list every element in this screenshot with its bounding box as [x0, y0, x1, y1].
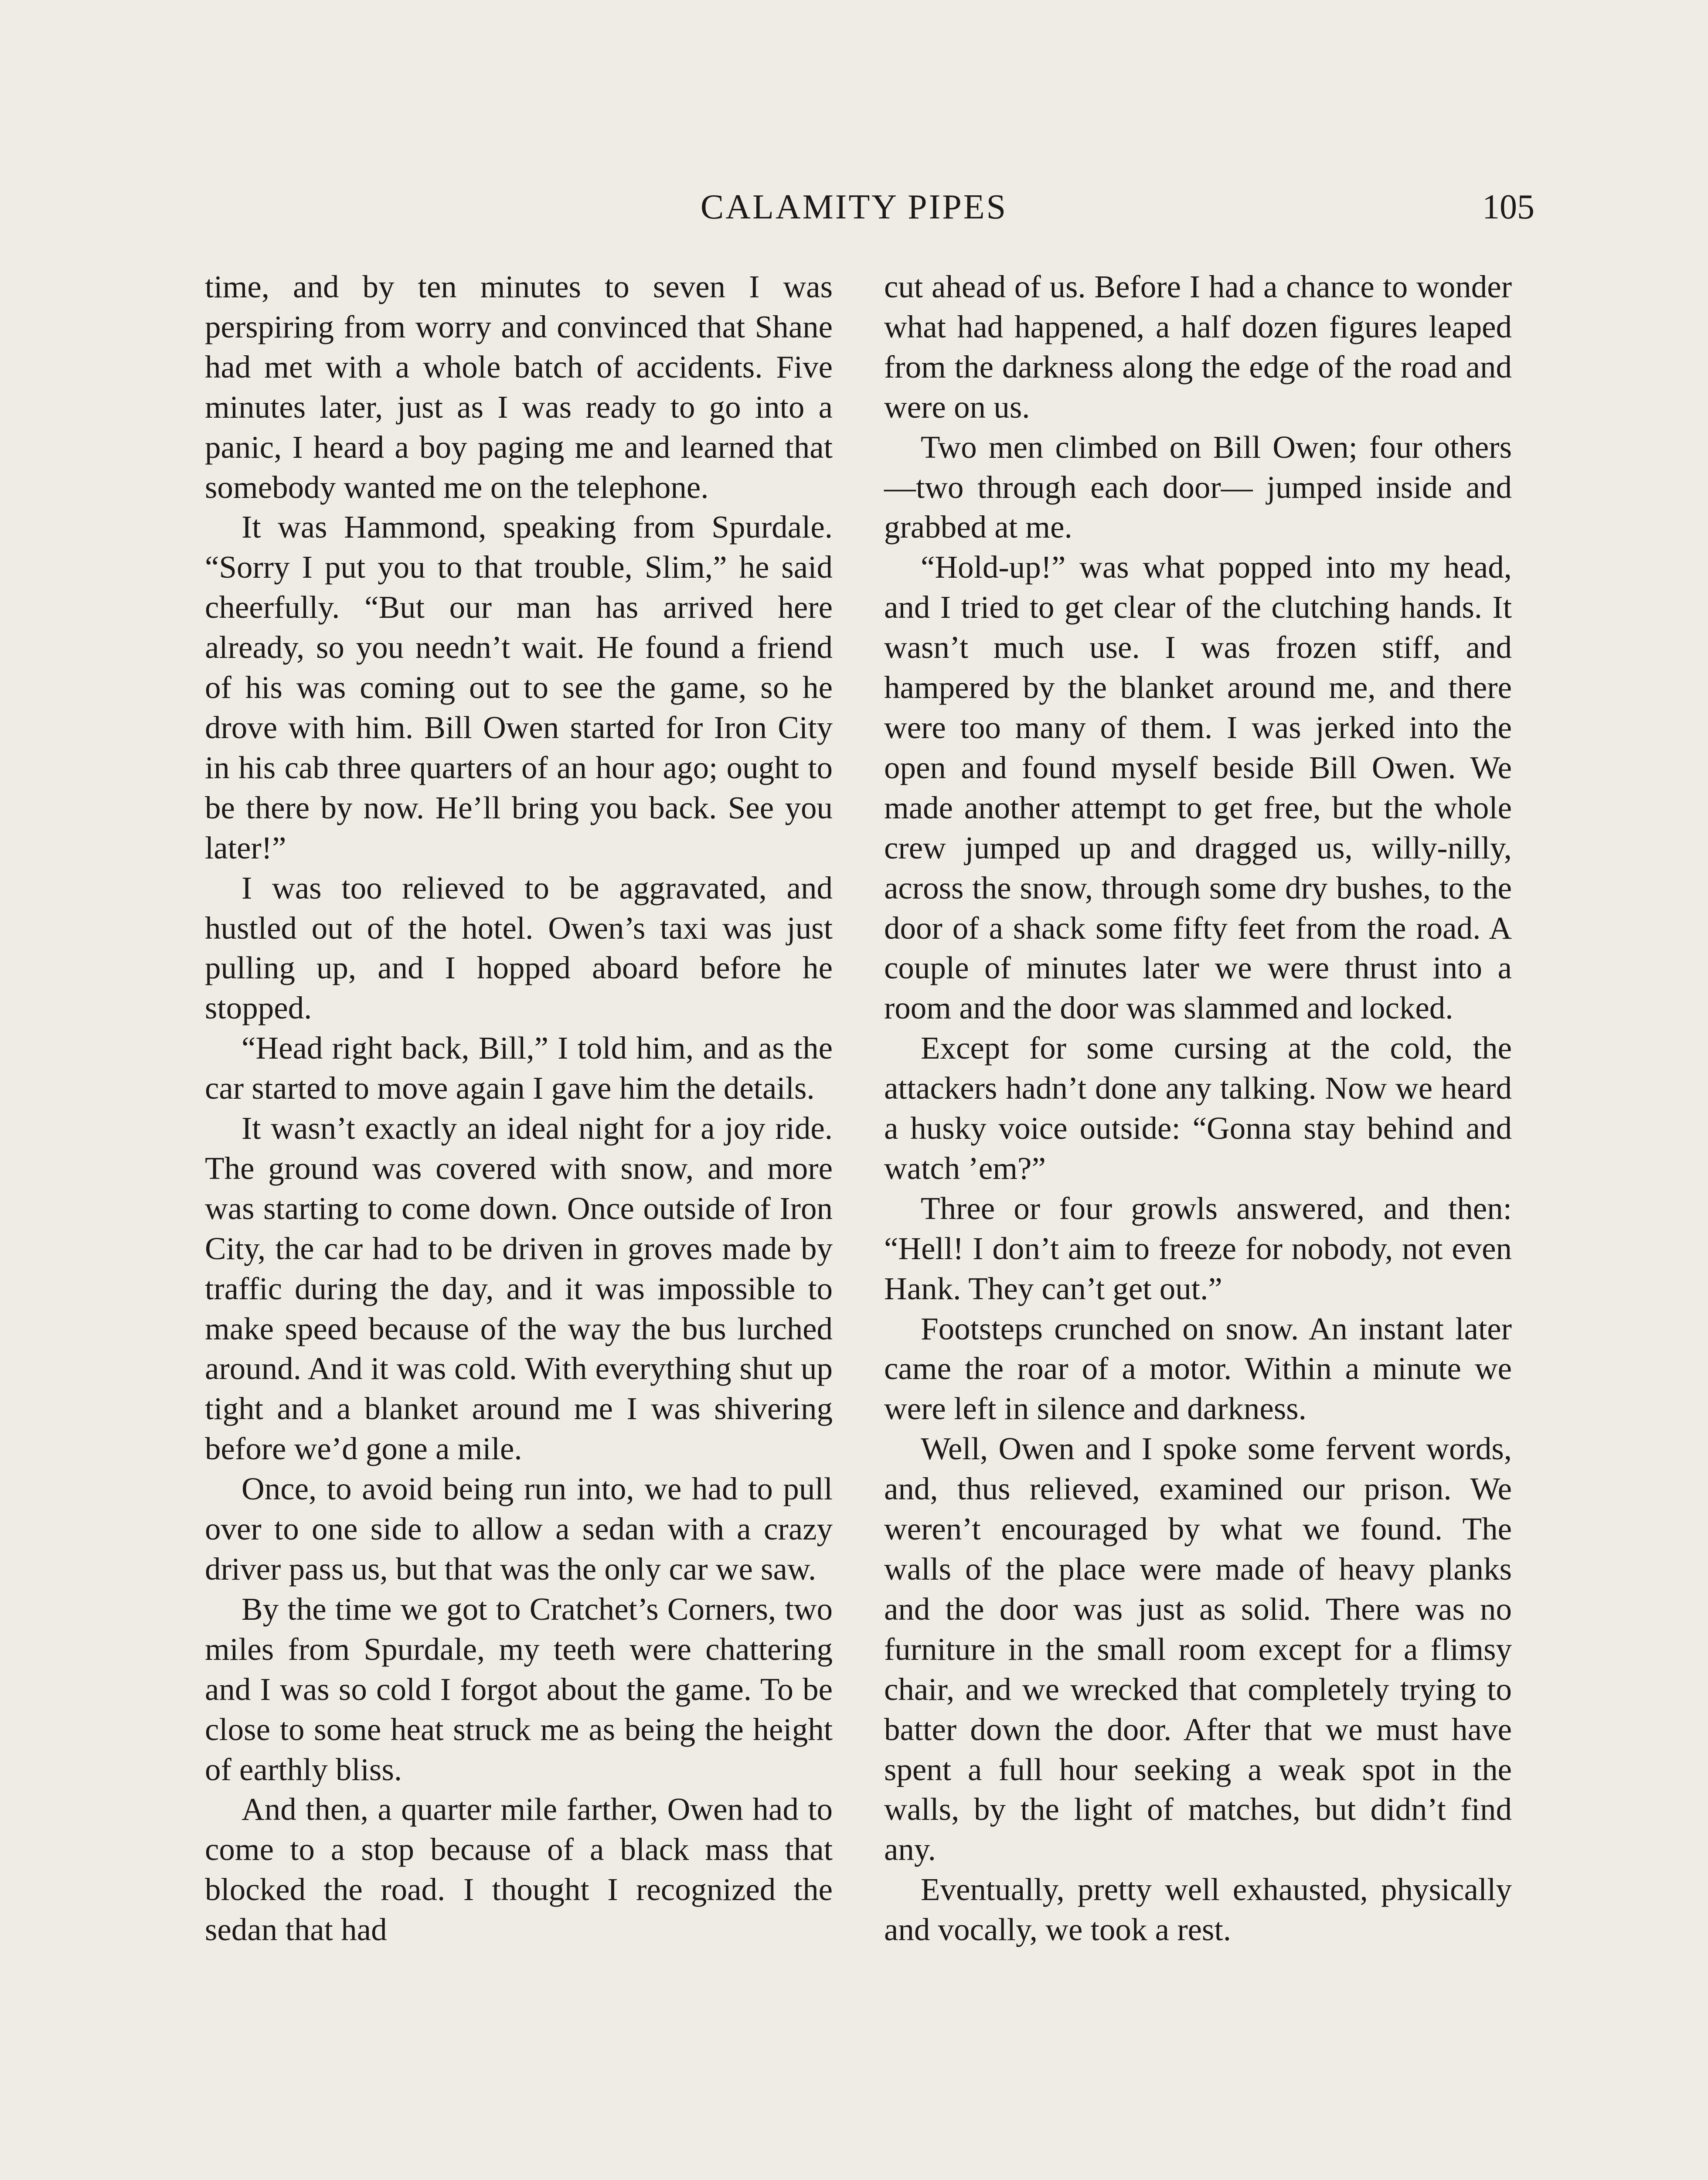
paragraph: It was Hammond, speaking from Spurdale. “Sorry I put you to that trouble, Slim,” he said cheerfully. “But our man has arrived here already, so you needn’t wait. He found a friend of his was coming out to see the game, so he drove with him. Bill Owen started for Iron City in his cab three quarters of an hour ago; ought to be there by now. He’ll bring you back. See you later!” [205, 509, 833, 865]
paragraph: “Head right back, Bill,” I told him, and as the car started to move again I gave him the details. [205, 1030, 833, 1106]
paragraph: Footsteps crunched on snow. An instant later came the roar of a motor. Within a minute we were left in silence and darkness. [884, 1311, 1512, 1427]
right-column [884, 267, 1512, 1950]
paragraph: “Hold-up!” was what popped into my head, and I tried to get clear of the clutching hands. It wasn’t much use. I was frozen stiff, and hampered by the blanket around me, and there were too many of them. I was jerked into the open and found myself beside Bill Owen. We made another attempt to get free, but the whole crew jumped up and dragged us, willy-nilly, across the snow, through some dry bushes, to the door of a shack some fifty feet from the road. A couple of minutes later we were thrust into a room and the door was slammed and locked. [884, 549, 1512, 1026]
paragraph: And then, a quarter mile farther, Owen had to come to a stop because of a black mass that blocked the road. I thought I recognized the sedan that had [205, 1792, 833, 1948]
paragraph: Two men climbed on Bill Owen; four others—two through each door— jumped inside and grabbed at me. [884, 429, 1512, 545]
paragraph: I was too relieved to be aggravated, and hustled out of the hotel. Owen’s taxi was just pulling up, and I hopped aboard before he stopped. [205, 870, 833, 1026]
paragraph: cut ahead of us. Before I had a chance to wonder what had happened, a half dozen figures leaped from the darkness along the edge of the road and were on us. [884, 269, 1512, 425]
paragraph: time, and by ten minutes to seven I was perspiring from worry and convinced that Shane had met with a whole batch of accidents. Five minutes later, just as I was ready to go into a panic, I heard a boy paging me and learned that somebody wanted me on the telephone. [205, 269, 833, 505]
running-title: CALAMITY PIPES [700, 188, 1008, 226]
paragraph: Eventually, pretty well exhausted, physically and vocally, we took a rest. [884, 1872, 1512, 1948]
paragraph: Once, to avoid being run into, we had to pull over to one side to allow a sedan with a crazy driver pass us, but that was the only car we saw. [205, 1471, 833, 1587]
paragraph: Well, Owen and I spoke some fervent words, and, thus relieved, examined our prison. We weren’t encouraged by what we found. The walls of the place were made of heavy planks and the door was just as solid. There was no furniture in the small room except for a flimsy chair, and we wrecked that completely trying to batter down the door. After that we must have spent a full hour seeking a weak spot in the walls, by the light of matches, but didn’t find any. [884, 1431, 1512, 1867]
paragraph: By the time we got to Cratchet’s Corners, two miles from Spurdale, my teeth were chattering and I was so cold I forgot about the game. To be close to some heat struck me as being the height of earthly bliss. [205, 1591, 833, 1787]
left-column [205, 267, 833, 1950]
page-number: 105 [1482, 188, 1534, 226]
paragraph: Three or four growls answered, and then: “Hell! I don’t aim to freeze for nobody, not even Hank. They can’t get out.” [884, 1190, 1512, 1306]
paragraph: Except for some cursing at the cold, the attackers hadn’t done any talking. Now we heard a husky voice outside: “Gonna stay behind and watch ’em?” [884, 1030, 1512, 1186]
paragraph: It wasn’t exactly an ideal night for a joy ride. The ground was covered with snow, and more was starting to come down. Once outside of Iron City, the car had to be driven in groves made by traffic during the day, and it was impossible to make speed because of the way the bus lurched around. And it was cold. With everything shut up tight and a blanket around me I was shivering before we’d gone a mile. [205, 1110, 833, 1467]
